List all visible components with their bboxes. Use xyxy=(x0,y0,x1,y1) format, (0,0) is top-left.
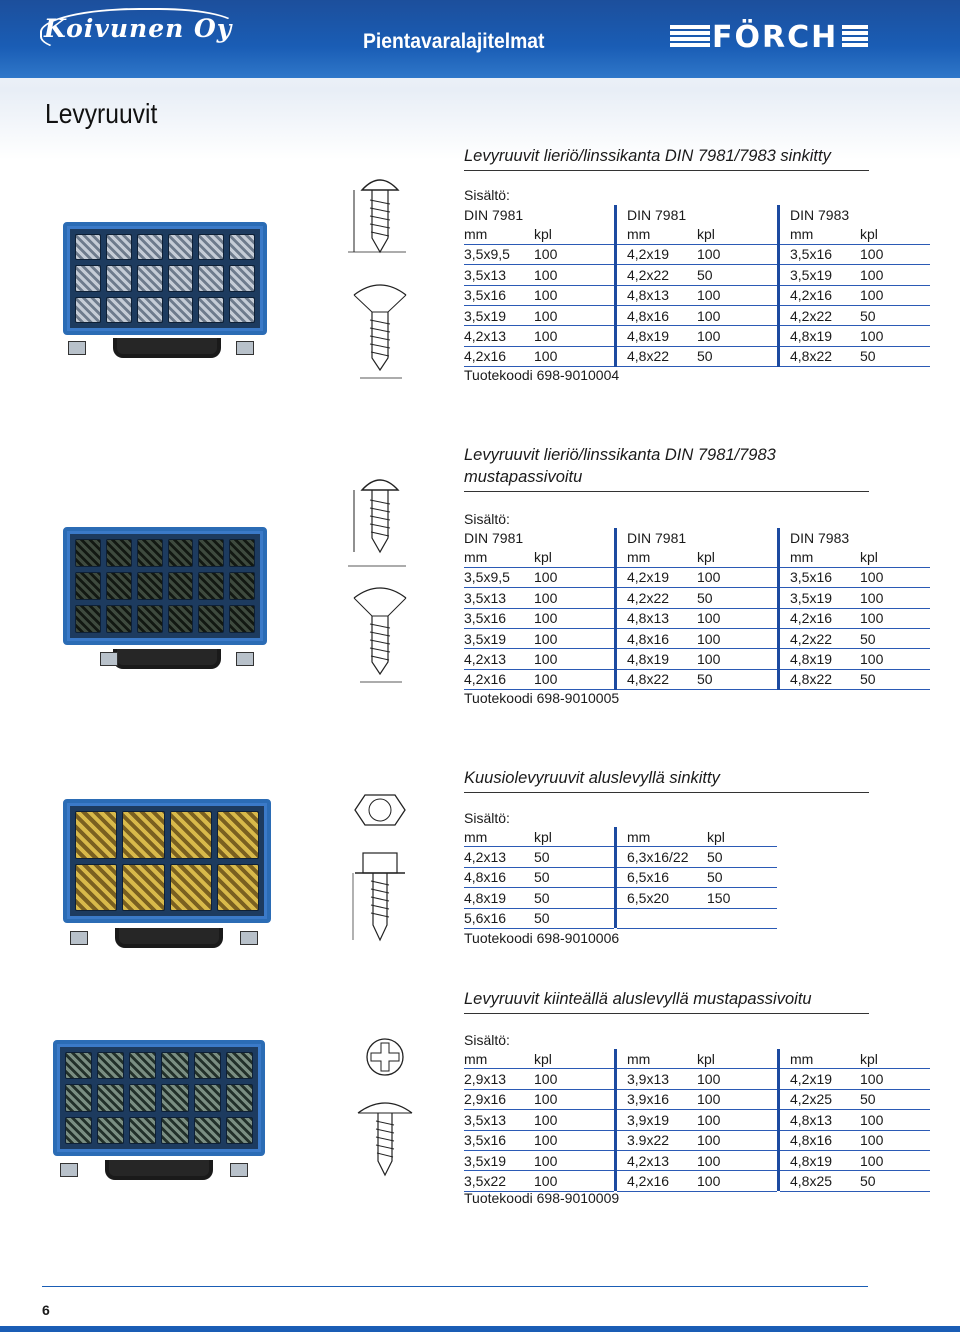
col-header: kpl xyxy=(534,827,604,847)
cell: 5,6x16 xyxy=(464,908,534,928)
contents-label: Sisältö: xyxy=(464,810,510,826)
latch xyxy=(70,931,88,945)
section-title xyxy=(464,444,869,492)
cell: 100 xyxy=(534,649,604,669)
cell: 3,5x19 xyxy=(790,588,860,608)
cell: 4,2x16 xyxy=(627,1171,697,1191)
section-title: Levyruuvit lieriö/linssikanta DIN 7981/7983 sinkitty xyxy=(464,145,869,171)
cell: 6,5x16 xyxy=(627,867,707,887)
cell: 4,2x19 xyxy=(790,1069,860,1089)
spec-table xyxy=(464,827,777,929)
cell: 50 xyxy=(534,908,604,928)
cell: 4,2x16 xyxy=(790,608,860,628)
cell: 4,2x13 xyxy=(464,326,534,346)
cell: 100 xyxy=(697,244,767,264)
box-handle xyxy=(113,649,221,669)
brand-logo-text: FÖRCH xyxy=(712,20,839,55)
cell: 4,2x19 xyxy=(627,244,697,264)
page-number: 6 xyxy=(42,1302,50,1318)
cell: 100 xyxy=(534,669,604,689)
cell: 4,2x25 xyxy=(790,1089,860,1109)
cell: 100 xyxy=(534,1150,604,1170)
cell: 100 xyxy=(534,244,604,264)
cell: 4,2x22 xyxy=(790,628,860,648)
col-header: mm xyxy=(464,224,534,244)
assortment-box-image xyxy=(63,222,267,335)
cell: 50 xyxy=(860,1089,930,1109)
cell: 100 xyxy=(697,1150,767,1170)
cell: 3,5x22 xyxy=(464,1171,534,1191)
latch xyxy=(230,1163,248,1177)
group-header: DIN 7983 xyxy=(790,529,850,546)
cell: 3,5x16 xyxy=(464,608,534,628)
cell: 50 xyxy=(860,628,930,648)
cell: 4,8x22 xyxy=(790,669,860,689)
section-title: Kuusiolevyruuvit aluslevyllä sinkitty xyxy=(464,767,869,793)
box-handle xyxy=(105,1160,213,1180)
cell: 4,2x16 xyxy=(464,346,534,366)
cell: 4,2x19 xyxy=(627,567,697,587)
cell: 100 xyxy=(534,1130,604,1150)
col-header: mm xyxy=(464,827,534,847)
cell: 100 xyxy=(534,285,604,305)
footer-rule xyxy=(42,1286,868,1287)
cell: 4,8x19 xyxy=(464,888,534,908)
col-header: kpl xyxy=(534,224,604,244)
cell: 3,5x16 xyxy=(464,1130,534,1150)
cell: 4,2x13 xyxy=(464,649,534,669)
cell: 3,5x16 xyxy=(790,567,860,587)
latch xyxy=(240,931,258,945)
col-header: kpl xyxy=(860,547,930,567)
screw-drawing xyxy=(340,470,420,690)
cell: 4,8x25 xyxy=(790,1171,860,1191)
cell: 100 xyxy=(697,285,767,305)
cell: 4,8x19 xyxy=(790,326,860,346)
latch xyxy=(236,341,254,355)
cell: 100 xyxy=(697,1171,767,1191)
cell: 3,9x16 xyxy=(627,1089,697,1109)
cell: 100 xyxy=(697,1089,767,1109)
cell: 100 xyxy=(860,265,930,285)
cell: 4,8x22 xyxy=(627,346,697,366)
cell: 100 xyxy=(860,1110,930,1130)
col-header: mm xyxy=(790,547,860,567)
cell: 100 xyxy=(860,244,930,264)
col-header: kpl xyxy=(860,1049,930,1069)
col-header: kpl xyxy=(707,827,777,847)
cell: 4,8x13 xyxy=(627,608,697,628)
col-header: mm xyxy=(627,547,697,567)
cell: 4,8x22 xyxy=(627,669,697,689)
cell: 4,8x19 xyxy=(627,326,697,346)
col-header: mm xyxy=(627,827,707,847)
cell: 100 xyxy=(534,628,604,648)
cell: 4,8x19 xyxy=(627,649,697,669)
cell: 100 xyxy=(697,1069,767,1089)
cell: 4,8x16 xyxy=(790,1130,860,1150)
latch xyxy=(236,652,254,666)
cell: 3,5x19 xyxy=(790,265,860,285)
contents-label: Sisältö: xyxy=(464,511,510,527)
company-logo: Koivunen Oy xyxy=(44,14,233,43)
cell: 3,9x13 xyxy=(627,1069,697,1089)
col-header: mm xyxy=(627,1049,697,1069)
cell: 3,5x16 xyxy=(464,285,534,305)
cell: 4,8x16 xyxy=(627,628,697,648)
cell: 100 xyxy=(534,346,604,366)
cell: 100 xyxy=(860,326,930,346)
cell: 2,9x13 xyxy=(464,1069,534,1089)
cell: 50 xyxy=(697,346,767,366)
assortment-box-image xyxy=(63,527,267,645)
cell: 100 xyxy=(534,567,604,587)
cell: 50 xyxy=(534,847,604,867)
cell: 3,5x9,5 xyxy=(464,244,534,264)
cell: 4,2x13 xyxy=(627,1150,697,1170)
cell: 50 xyxy=(697,588,767,608)
page-title: Levyruuvit xyxy=(45,98,158,129)
cell: 100 xyxy=(860,1130,930,1150)
section-title: Levyruuvit kiinteällä aluslevyllä mustapassivoitu xyxy=(464,988,869,1014)
box-handle xyxy=(115,928,223,948)
hex-screw-drawing xyxy=(345,785,415,955)
cell: 100 xyxy=(860,649,930,669)
page-header xyxy=(0,0,960,78)
cell: 100 xyxy=(697,1110,767,1130)
cell: 2,9x16 xyxy=(464,1089,534,1109)
cell: 100 xyxy=(534,326,604,346)
cell: 4,2x16 xyxy=(790,285,860,305)
cell: 3,9x19 xyxy=(627,1110,697,1130)
col-header: mm xyxy=(464,1049,534,1069)
contents-label: Sisältö: xyxy=(464,187,510,203)
cell: 4,8x13 xyxy=(790,1110,860,1130)
cell: 6,5x20 xyxy=(627,888,707,908)
cell: 100 xyxy=(860,588,930,608)
assortment-box-image xyxy=(63,799,271,923)
col-header: kpl xyxy=(534,1049,604,1069)
cell: 50 xyxy=(534,867,604,887)
cell: 4,8x13 xyxy=(627,285,697,305)
cell: 4,8x22 xyxy=(790,346,860,366)
cell: 50 xyxy=(534,888,604,908)
cell: 50 xyxy=(860,1171,930,1191)
cell: 100 xyxy=(697,1130,767,1150)
cell: 50 xyxy=(697,265,767,285)
cell: 100 xyxy=(697,567,767,587)
cell: 4,8x16 xyxy=(627,305,697,325)
cell: 3.9x22 xyxy=(627,1130,697,1150)
cell: 100 xyxy=(697,608,767,628)
cell: 100 xyxy=(697,305,767,325)
cell: 100 xyxy=(860,1150,930,1170)
cell: 4,2x22 xyxy=(627,588,697,608)
box-handle xyxy=(113,338,221,358)
cell: 4,8x19 xyxy=(790,1150,860,1170)
brand-logo xyxy=(670,20,868,55)
cell: 100 xyxy=(860,285,930,305)
col-header: kpl xyxy=(697,224,767,244)
cell: 100 xyxy=(860,608,930,628)
cell: 3,5x16 xyxy=(790,244,860,264)
cell: 4,2x22 xyxy=(790,305,860,325)
cell: 100 xyxy=(697,649,767,669)
col-header: kpl xyxy=(860,224,930,244)
cell: 50 xyxy=(860,305,930,325)
cell: 50 xyxy=(697,669,767,689)
group-header: DIN 7981 xyxy=(464,206,524,223)
cell: 3,5x9,5 xyxy=(464,567,534,587)
cell: 100 xyxy=(534,305,604,325)
group-header: DIN 7981 xyxy=(627,206,687,223)
latch xyxy=(60,1163,78,1177)
cell: 4,2x13 xyxy=(464,847,534,867)
screw-drawing xyxy=(340,170,420,385)
col-header: kpl xyxy=(697,547,767,567)
col-header: mm xyxy=(464,547,534,567)
cell: 4,2x22 xyxy=(627,265,697,285)
col-header: kpl xyxy=(697,1049,767,1069)
cell xyxy=(707,908,777,928)
section-title-line1: Levyruuvit lieriö/linssikanta DIN 7981/7983 xyxy=(464,446,776,464)
group-header: DIN 7981 xyxy=(627,529,687,546)
contents-label: Sisältö: xyxy=(464,1032,510,1048)
col-header: mm xyxy=(627,224,697,244)
spec-table xyxy=(464,528,930,690)
bottom-bar xyxy=(0,1326,960,1332)
cell: 100 xyxy=(697,326,767,346)
cell: 4,8x16 xyxy=(464,867,534,887)
washer-screw-drawing xyxy=(352,1035,422,1185)
cell: 100 xyxy=(534,588,604,608)
cell: 100 xyxy=(534,608,604,628)
cell: 50 xyxy=(860,669,930,689)
cell: 100 xyxy=(860,1069,930,1089)
cell xyxy=(627,908,707,928)
product-code: Tuotekoodi 698-9010006 xyxy=(464,930,620,946)
col-header: mm xyxy=(790,224,860,244)
cell: 3,5x13 xyxy=(464,1110,534,1130)
cell: 150 xyxy=(707,888,777,908)
cell: 4,2x16 xyxy=(464,669,534,689)
col-header: kpl xyxy=(534,547,604,567)
cell: 3,5x13 xyxy=(464,588,534,608)
cell: 100 xyxy=(534,1171,604,1191)
cell: 3,5x19 xyxy=(464,1150,534,1170)
spec-table xyxy=(464,205,930,367)
cell: 6,3x16/22 xyxy=(627,847,707,867)
cell: 100 xyxy=(534,1089,604,1109)
cell: 100 xyxy=(534,1110,604,1130)
product-code: Tuotekoodi 698-9010005 xyxy=(464,690,620,706)
col-header: mm xyxy=(790,1049,860,1069)
group-header: DIN 7981 xyxy=(464,529,524,546)
cell: 3,5x19 xyxy=(464,628,534,648)
product-code: Tuotekoodi 698-9010004 xyxy=(464,367,620,383)
product-code: Tuotekoodi 698-9010009 xyxy=(464,1190,620,1206)
cell: 100 xyxy=(697,628,767,648)
assortment-box-image xyxy=(53,1040,265,1156)
cell: 3,5x13 xyxy=(464,265,534,285)
cell: 50 xyxy=(707,867,777,887)
cell: 50 xyxy=(707,847,777,867)
latch xyxy=(68,341,86,355)
cell: 4,8x19 xyxy=(790,649,860,669)
cell: 50 xyxy=(860,346,930,366)
cell: 100 xyxy=(534,1069,604,1089)
cell: 3,5x19 xyxy=(464,305,534,325)
cell: 100 xyxy=(860,567,930,587)
header-title: Pientavaralajitelmat xyxy=(363,30,545,53)
spec-table xyxy=(464,1049,930,1192)
group-header: DIN 7983 xyxy=(790,206,850,223)
cell: 100 xyxy=(534,265,604,285)
latch xyxy=(100,652,118,666)
section-title-line2: mustapassivoitu xyxy=(464,468,583,486)
